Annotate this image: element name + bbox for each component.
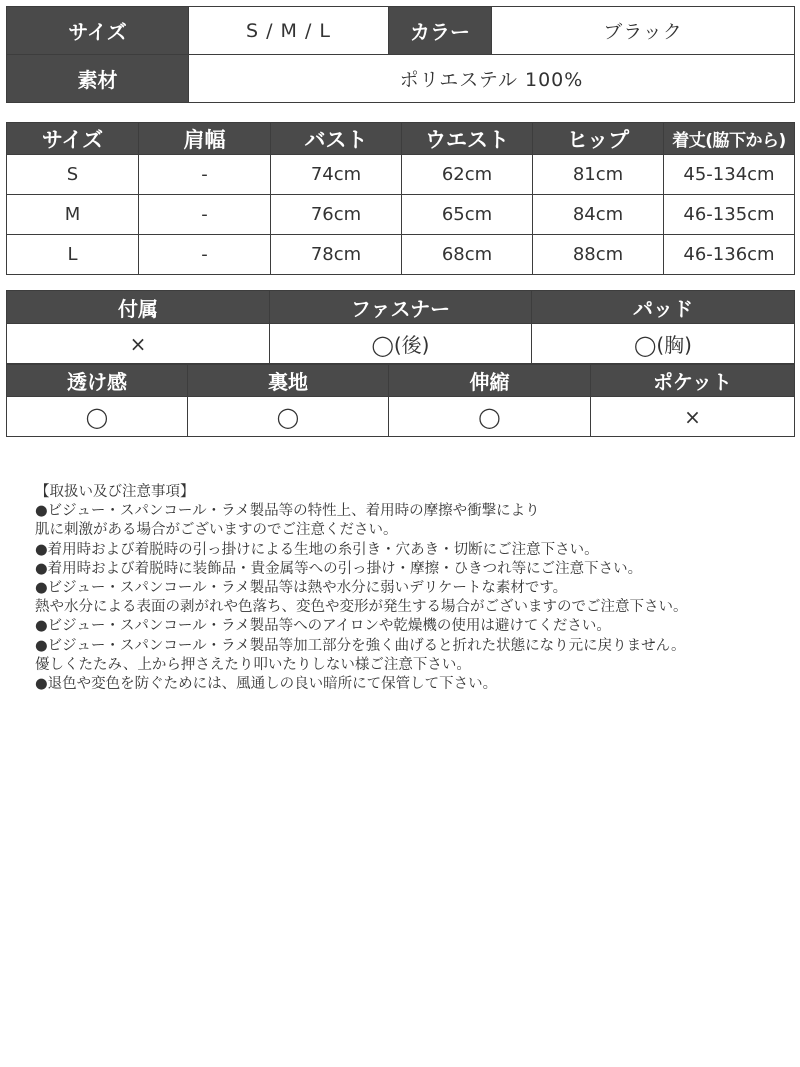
notes-line: 肌に刺激がある場合がございますのでご注意ください。 (35, 522, 398, 539)
header-size: サイズ (7, 123, 139, 155)
cell-stretch: ◯ (389, 397, 591, 437)
header-bust: バスト (271, 123, 402, 155)
cell-waist: 68cm (402, 235, 533, 275)
header-shoulder: 肩幅 (139, 123, 271, 155)
notes-line: ●ビジュー・スパンコール・ラメ製品等加工部分を強く曲げると折れた状態になり元に戻りません。 (35, 637, 686, 654)
cell-length: 45-134cm (664, 155, 795, 195)
color-label: カラー (389, 7, 492, 55)
cell-sheerness: ◯ (7, 397, 188, 437)
header-stretch: 伸縮 (389, 365, 591, 397)
notes-line: ●着用時および着脱時に装飾品・貴金属等への引っ掛け・摩擦・ひきつれ等にご注意下さい。 (35, 560, 643, 577)
cell-pad: ◯(胸) (532, 324, 795, 364)
header-waist: ウエスト (402, 123, 533, 155)
table-row (7, 235, 795, 275)
cell-zipper: ◯(後) (270, 324, 532, 364)
info-row (7, 7, 795, 55)
size-label: サイズ (7, 7, 189, 55)
accessories-header-row (7, 291, 795, 324)
cell-shoulder: - (139, 235, 271, 275)
cell-attachment: × (7, 324, 270, 364)
care-notes (35, 483, 795, 694)
header-zipper: ファスナー (270, 291, 532, 324)
cell-bust: 78cm (271, 235, 402, 275)
size-header-row (7, 123, 795, 155)
material-value: ポリエステル 100% (189, 55, 795, 103)
cell-length: 46-135cm (664, 195, 795, 235)
notes-line: ●ビジュー・スパンコール・ラメ製品等へのアイロンや乾燥機の使用は避けてください。 (35, 618, 611, 635)
color-value: ブラック (492, 7, 795, 55)
cell-length: 46-136cm (664, 235, 795, 275)
table-row (7, 397, 795, 437)
size-chart-table (6, 122, 795, 275)
product-info-table (6, 6, 795, 103)
cell-pocket: × (591, 397, 795, 437)
cell-waist: 62cm (402, 155, 533, 195)
size-value: S / M / L (189, 7, 389, 55)
notes-line: ●着用時および着脱時の引っ掛けによる生地の糸引き・穴あき・切断にご注意下さい。 (35, 541, 599, 558)
table-row (7, 324, 795, 364)
notes-line: 熱や水分による表面の剥がれや色落ち、変色や変形が発生する場合がございますのでご注意下さい。 (35, 599, 688, 616)
cell-hip: 88cm (533, 235, 664, 275)
header-sheerness: 透け感 (7, 365, 188, 397)
cell-hip: 84cm (533, 195, 664, 235)
header-hip: ヒップ (533, 123, 664, 155)
cell-hip: 81cm (533, 155, 664, 195)
table-row (7, 195, 795, 235)
cell-bust: 74cm (271, 155, 402, 195)
notes-line: ●ビジュー・スパンコール・ラメ製品等の特性上、着用時の摩擦や衝撃により (35, 503, 540, 520)
cell-waist: 65cm (402, 195, 533, 235)
cell-shoulder: - (139, 195, 271, 235)
header-pocket: ポケット (591, 365, 795, 397)
header-pad: パッド (532, 291, 795, 324)
cell-size: L (7, 235, 139, 275)
cell-shoulder: - (139, 155, 271, 195)
header-lining: 裏地 (188, 365, 389, 397)
header-attachment: 付属 (7, 291, 270, 324)
header-length: 着丈(脇下から) (664, 123, 795, 155)
properties-header-row (7, 365, 795, 397)
cell-size: S (7, 155, 139, 195)
notes-line: ●退色や変色を防ぐためには、風通しの良い暗所にて保管して下さい。 (35, 676, 498, 693)
cell-lining: ◯ (188, 397, 389, 437)
cell-bust: 76cm (271, 195, 402, 235)
accessories-table (6, 290, 795, 364)
info-row (7, 55, 795, 103)
properties-table (6, 364, 795, 437)
cell-size: M (7, 195, 139, 235)
notes-line: 優しくたたみ、上から押さえたり叩いたりしない様ご注意下さい。 (35, 656, 471, 673)
material-label: 素材 (7, 55, 189, 103)
table-row (7, 155, 795, 195)
notes-line: ●ビジュー・スパンコール・ラメ製品等は熱や水分に弱いデリケートな素材です。 (35, 580, 568, 597)
notes-title: 【取扱い及び注意事項】 (35, 484, 195, 500)
